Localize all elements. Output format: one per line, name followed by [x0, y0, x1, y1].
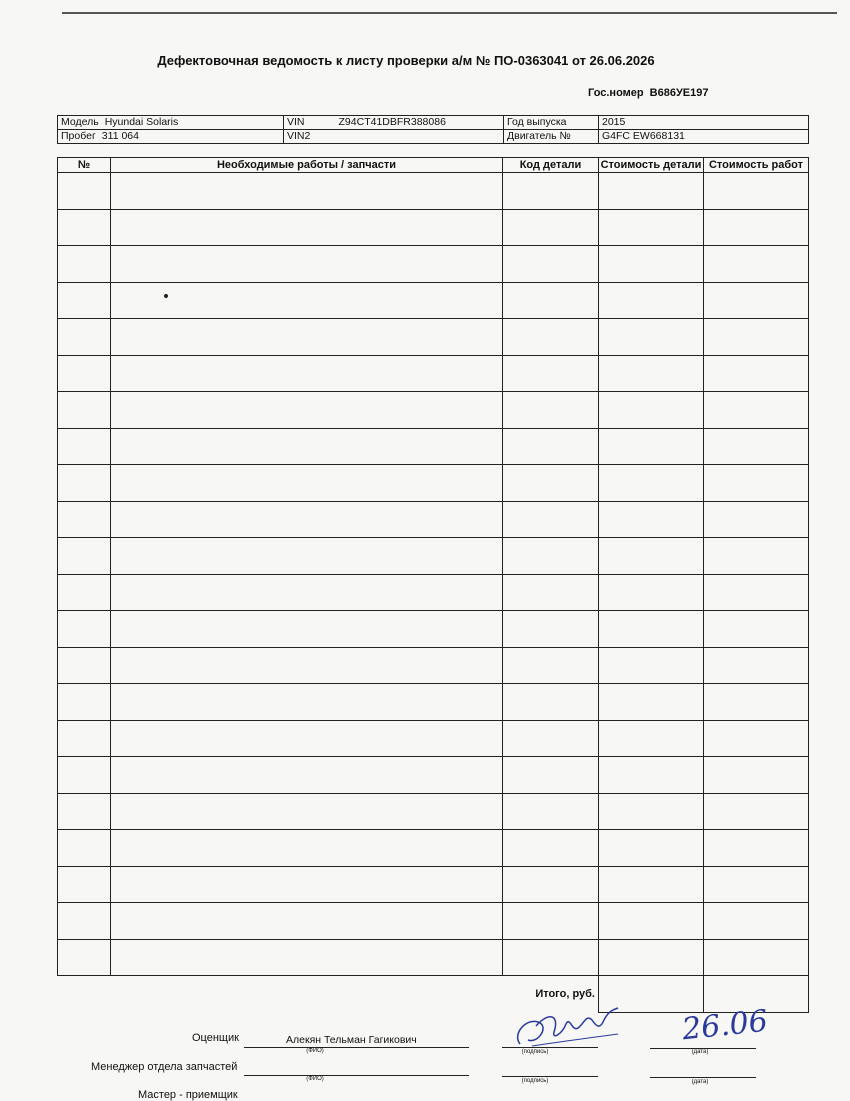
- row-part-cost-cell[interactable]: [599, 355, 704, 392]
- appraiser-date: 26.06: [680, 1003, 770, 1048]
- row-part-cost-cell[interactable]: [599, 903, 704, 940]
- table-row: [58, 246, 809, 283]
- row-part-cost-cell[interactable]: [599, 720, 704, 757]
- table-row: [58, 501, 809, 538]
- table-row: [58, 866, 809, 903]
- row-part-code-cell[interactable]: [503, 355, 599, 392]
- row-number-cell[interactable]: [58, 647, 111, 684]
- row-number-cell[interactable]: [58, 501, 111, 538]
- row-number-cell[interactable]: [58, 574, 111, 611]
- row-part-code-cell[interactable]: [503, 611, 599, 648]
- row-part-code-cell[interactable]: [503, 173, 599, 210]
- row-works-cell[interactable]: [111, 647, 503, 684]
- row-number-cell[interactable]: [58, 392, 111, 429]
- appraiser-label: Оценщик: [192, 1032, 239, 1044]
- row-works-cell[interactable]: [111, 319, 503, 356]
- row-number-cell[interactable]: [58, 611, 111, 648]
- row-number-cell[interactable]: [58, 538, 111, 575]
- row-part-code-cell[interactable]: [503, 465, 599, 502]
- vin-label: VIN: [287, 116, 305, 128]
- row-part-code-cell[interactable]: [503, 574, 599, 611]
- row-work-cost-cell[interactable]: [704, 793, 809, 830]
- row-part-code-cell[interactable]: [503, 903, 599, 940]
- row-part-code-cell[interactable]: [503, 720, 599, 757]
- row-number-cell[interactable]: [58, 428, 111, 465]
- row-works-cell[interactable]: [111, 501, 503, 538]
- row-part-cost-cell[interactable]: [599, 538, 704, 575]
- header-works: Необходимые работы / запчасти: [111, 158, 503, 173]
- engine-label: Двигатель №: [504, 130, 599, 144]
- row-number-cell[interactable]: [58, 319, 111, 356]
- table-row: [58, 720, 809, 757]
- appraiser-date-hint: (дата): [691, 1049, 709, 1055]
- table-row: [58, 282, 809, 319]
- row-part-code-cell[interactable]: [503, 501, 599, 538]
- mileage-value: 311 064: [101, 130, 139, 142]
- row-works-cell[interactable]: [111, 903, 503, 940]
- header-part-cost: Стоимость детали: [599, 158, 704, 173]
- row-part-cost-cell[interactable]: [599, 282, 704, 319]
- header-work-cost: Стоимость работ: [704, 158, 809, 173]
- vin2-cell: [284, 130, 504, 144]
- row-part-cost-cell[interactable]: [599, 647, 704, 684]
- row-work-cost-cell[interactable]: [704, 428, 809, 465]
- row-number-cell[interactable]: [58, 465, 111, 502]
- row-number-cell[interactable]: [58, 684, 111, 721]
- row-work-cost-cell[interactable]: [704, 282, 809, 319]
- row-works-cell[interactable]: [111, 428, 503, 465]
- engine-value: G4FC EW668131: [599, 130, 809, 144]
- row-number-cell[interactable]: [58, 830, 111, 867]
- row-part-code-cell[interactable]: [503, 793, 599, 830]
- row-works-cell[interactable]: [111, 830, 503, 867]
- appraiser-signature-line: [502, 1047, 598, 1048]
- table-row: [58, 684, 809, 721]
- top-border-line: [62, 12, 837, 14]
- row-work-cost-cell[interactable]: [704, 465, 809, 502]
- table-row: [58, 647, 809, 684]
- row-work-cost-cell[interactable]: [704, 720, 809, 757]
- row-part-cost-cell[interactable]: [599, 611, 704, 648]
- row-works-cell[interactable]: [111, 246, 503, 283]
- row-part-code-cell[interactable]: [503, 939, 599, 976]
- row-work-cost-cell[interactable]: [704, 647, 809, 684]
- row-works-cell[interactable]: [111, 173, 503, 210]
- row-part-code-cell[interactable]: [503, 209, 599, 246]
- row-work-cost-cell[interactable]: [704, 538, 809, 575]
- row-part-code-cell[interactable]: [503, 757, 599, 794]
- row-part-cost-cell[interactable]: [599, 392, 704, 429]
- row-works-cell[interactable]: [111, 684, 503, 721]
- row-work-cost-cell[interactable]: [704, 355, 809, 392]
- model-cell: [58, 116, 284, 130]
- row-part-cost-cell[interactable]: [599, 428, 704, 465]
- row-works-cell[interactable]: [111, 866, 503, 903]
- row-part-cost-cell[interactable]: [599, 319, 704, 356]
- license-plate-label: Гос.номер: [588, 87, 644, 99]
- row-number-cell[interactable]: [58, 866, 111, 903]
- row-part-code-cell[interactable]: [503, 428, 599, 465]
- row-works-cell[interactable]: [111, 392, 503, 429]
- row-works-cell[interactable]: [111, 720, 503, 757]
- row-part-code-cell[interactable]: [503, 684, 599, 721]
- table-row: [58, 209, 809, 246]
- table-row: [58, 757, 809, 794]
- manager-date-hint: (дата): [691, 1079, 709, 1085]
- row-part-cost-cell[interactable]: [599, 465, 704, 502]
- total-row: [58, 976, 809, 1013]
- appraiser-fio-hint: (ФИО): [306, 1048, 324, 1054]
- row-works-cell[interactable]: [111, 209, 503, 246]
- row-work-cost-cell[interactable]: [704, 173, 809, 210]
- row-part-cost-cell[interactable]: [599, 866, 704, 903]
- year-label: Год выпуска: [504, 116, 599, 130]
- row-work-cost-cell[interactable]: [704, 830, 809, 867]
- row-work-cost-cell[interactable]: [704, 246, 809, 283]
- document-title: Дефектовочная ведомость к листу проверки а/м № ПО-0363041 от 26.06.2026: [157, 53, 655, 68]
- row-number-cell[interactable]: [58, 757, 111, 794]
- model-label: Модель: [61, 116, 99, 128]
- row-works-cell[interactable]: [111, 757, 503, 794]
- table-row: [58, 319, 809, 356]
- manager-date-line: [650, 1077, 756, 1078]
- row-part-code-cell[interactable]: [503, 246, 599, 283]
- appraiser-signature-hint: (подпись): [521, 1049, 549, 1055]
- row-part-cost-cell[interactable]: [599, 246, 704, 283]
- row-part-cost-cell[interactable]: [599, 173, 704, 210]
- row-work-cost-cell[interactable]: [704, 209, 809, 246]
- manager-fio-hint: (ФИО): [306, 1076, 324, 1082]
- manager-label: Менеджер отдела запчастей: [91, 1061, 238, 1073]
- row-number-cell[interactable]: [58, 720, 111, 757]
- row-part-cost-cell[interactable]: [599, 830, 704, 867]
- license-plate-value: В686УЕ197: [649, 87, 709, 99]
- table-header: [58, 158, 809, 173]
- row-part-cost-cell[interactable]: [599, 939, 704, 976]
- row-number-cell[interactable]: [58, 173, 111, 210]
- row-number-cell[interactable]: [58, 939, 111, 976]
- header-number: №: [58, 158, 111, 173]
- row-work-cost-cell[interactable]: [704, 903, 809, 940]
- model-value: Hyundai Solaris: [104, 116, 179, 128]
- row-works-cell[interactable]: [111, 793, 503, 830]
- row-work-cost-cell[interactable]: [704, 757, 809, 794]
- row-works-cell[interactable]: [111, 574, 503, 611]
- row-part-code-cell[interactable]: [503, 282, 599, 319]
- table-row: [58, 428, 809, 465]
- vin-cell: [284, 116, 504, 130]
- mileage-label: Пробег: [61, 130, 96, 142]
- table-row: [58, 574, 809, 611]
- appraiser-name: Алекян Тельман Гагикович: [286, 1034, 417, 1046]
- row-part-code-cell[interactable]: [503, 319, 599, 356]
- row-number-cell[interactable]: [58, 793, 111, 830]
- row-work-cost-cell[interactable]: [704, 574, 809, 611]
- row-work-cost-cell[interactable]: [704, 684, 809, 721]
- row-number-cell[interactable]: [58, 246, 111, 283]
- row-part-cost-cell[interactable]: [599, 684, 704, 721]
- row-work-cost-cell[interactable]: [704, 939, 809, 976]
- table-row: [58, 903, 809, 940]
- row-works-cell[interactable]: [111, 538, 503, 575]
- header-part-code: Код детали: [503, 158, 599, 173]
- row-works-cell[interactable]: [111, 282, 503, 319]
- row-part-code-cell[interactable]: [503, 392, 599, 429]
- row-part-cost-cell[interactable]: [599, 209, 704, 246]
- vin-value: Z94CT41DBFR388086: [338, 116, 446, 128]
- table-row: [58, 355, 809, 392]
- row-part-code-cell[interactable]: [503, 538, 599, 575]
- vin2-label: VIN2: [287, 130, 311, 142]
- row-work-cost-cell[interactable]: [704, 866, 809, 903]
- row-part-cost-cell[interactable]: [599, 574, 704, 611]
- row-works-cell[interactable]: [111, 611, 503, 648]
- row-work-cost-cell[interactable]: [704, 501, 809, 538]
- table-row: [58, 793, 809, 830]
- table-row: [58, 392, 809, 429]
- year-value: 2015: [599, 116, 809, 130]
- row-number-cell[interactable]: [58, 282, 111, 319]
- row-part-cost-cell[interactable]: [599, 757, 704, 794]
- table-row: [58, 611, 809, 648]
- row-work-cost-cell[interactable]: [704, 611, 809, 648]
- table-row: [58, 173, 809, 210]
- table-row: [58, 939, 809, 976]
- row-number-cell[interactable]: [58, 903, 111, 940]
- master-label: Мастер - приемщик: [138, 1089, 238, 1101]
- row-work-cost-cell[interactable]: [704, 319, 809, 356]
- table-row: [58, 830, 809, 867]
- vehicle-info-table: [57, 115, 809, 144]
- row-part-cost-cell[interactable]: [599, 793, 704, 830]
- appraiser-name-line: [244, 1047, 469, 1048]
- row-work-cost-cell[interactable]: [704, 392, 809, 429]
- row-works-cell[interactable]: [111, 939, 503, 976]
- row-part-code-cell[interactable]: [503, 830, 599, 867]
- manager-signature-hint: (подпись): [521, 1078, 549, 1084]
- defects-table: [57, 157, 809, 1013]
- row-works-cell[interactable]: [111, 465, 503, 502]
- row-works-cell[interactable]: [111, 355, 503, 392]
- table-row: [58, 465, 809, 502]
- manager-name-line: [244, 1075, 469, 1076]
- row-number-cell[interactable]: [58, 355, 111, 392]
- manager-signature-line: [502, 1076, 598, 1077]
- row-part-cost-cell[interactable]: [599, 501, 704, 538]
- row-number-cell[interactable]: [58, 209, 111, 246]
- table-row: [58, 538, 809, 575]
- mileage-cell: [58, 130, 284, 144]
- row-part-code-cell[interactable]: [503, 866, 599, 903]
- license-plate: [588, 87, 708, 99]
- row-part-code-cell[interactable]: [503, 647, 599, 684]
- total-label: Итого, руб.: [535, 988, 595, 1000]
